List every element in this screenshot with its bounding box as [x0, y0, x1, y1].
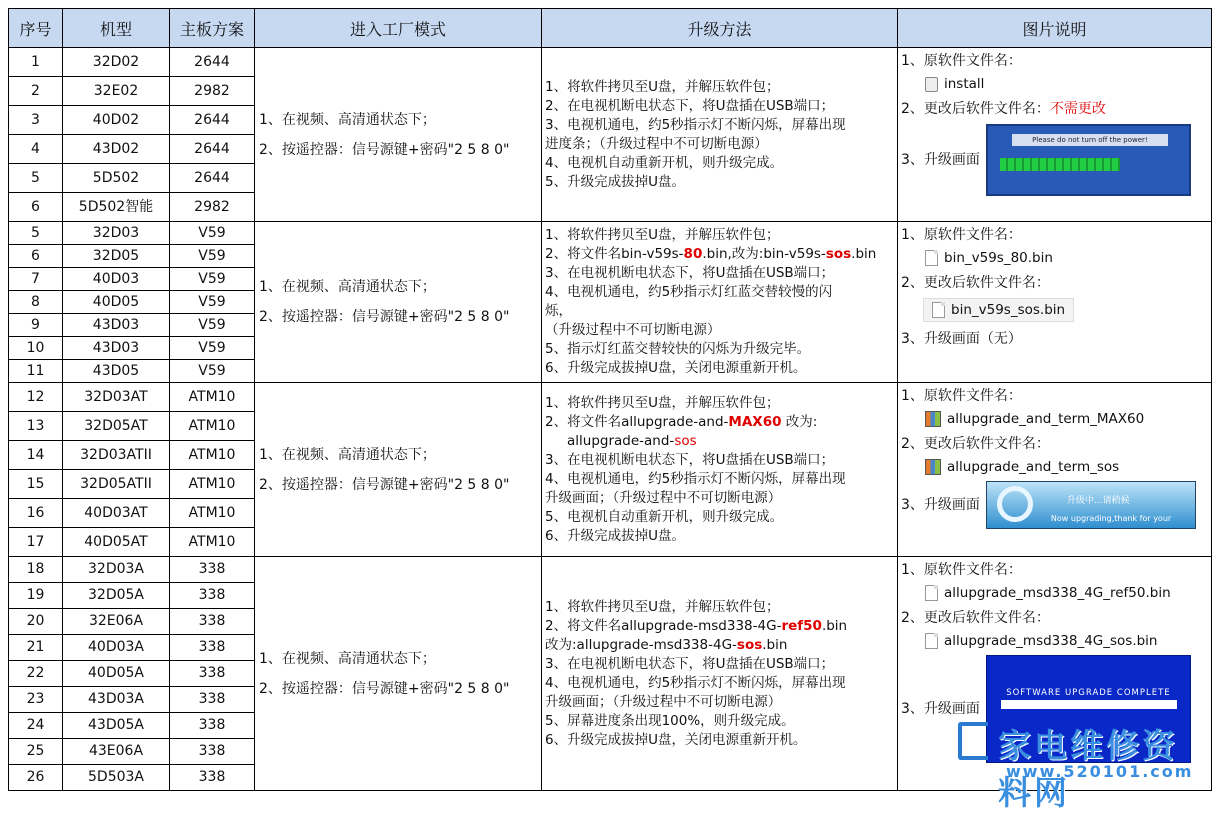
archive-icon [925, 411, 941, 427]
factory-mode-step-1: 1、在视频、高清通状态下； [259, 650, 436, 667]
method-step [545, 636, 897, 655]
cell-board: 338 [170, 661, 255, 687]
cell-board: ATM10 [170, 470, 255, 499]
cell-board: 2644 [170, 106, 255, 135]
file-entry [925, 633, 1157, 649]
cell-no: 5 [9, 222, 63, 245]
cell-board: 338 [170, 635, 255, 661]
cell-model: 32D05A [63, 583, 170, 609]
cell-no: 18 [9, 557, 63, 583]
cell-board: 338 [170, 739, 255, 765]
cell-no: 3 [9, 106, 63, 135]
new-suffix: sos [736, 636, 763, 653]
cell-model: 32D05ATII [63, 470, 170, 499]
file-name: allupgrade_and_term_sos [947, 459, 1120, 475]
cell-board: 2644 [170, 164, 255, 193]
cell-no: 10 [9, 337, 63, 360]
new-suffix: sos [674, 432, 697, 449]
cell-model: 43D03 [63, 314, 170, 337]
cell-model: 32D05 [63, 245, 170, 268]
file-name: allupgrade_and_term_MAX60 [947, 411, 1145, 427]
cell-board: 338 [170, 687, 255, 713]
header-picture: 图片说明 [898, 9, 1212, 48]
cell-board: V59 [170, 314, 255, 337]
method-step: 5、指示灯红蓝交替较快的闪烁为升级完毕。 [545, 341, 811, 357]
method-step: 4、电视机自动重新开机，则升级完成。 [545, 154, 784, 171]
method-step: 5、升级完成拔掉U盘。 [545, 173, 685, 190]
method-step: 进度条；（升级过程中不可切断电源） [545, 135, 768, 152]
method-text: .bin,改为:bin-v59s- [702, 246, 826, 262]
cell-no: 24 [9, 713, 63, 739]
cell-board: 2644 [170, 135, 255, 164]
cell-no: 9 [9, 314, 63, 337]
watermark-title: 家电维修资料网 [998, 726, 1178, 812]
cell-model: 32D03 [63, 222, 170, 245]
cell-no: 1 [9, 48, 63, 77]
new-filename-text: 2、更改后软件文件名： [901, 101, 1050, 117]
cell-model: 5D502 [63, 164, 170, 193]
factory-mode-cell [255, 383, 542, 557]
method-step: 1、将软件拷贝至U盘，并解压软件包； [545, 227, 780, 243]
spinner-icon [997, 486, 1033, 522]
method-step [545, 432, 897, 451]
screen-progress-bar [1001, 700, 1177, 709]
cell-model: 40D05AT [63, 528, 170, 557]
cell-no: 4 [9, 135, 63, 164]
method-step: 烁， [545, 303, 572, 319]
factory-mode-step-1: 1、在视频、高清通状态下； [259, 111, 436, 128]
method-step [545, 413, 897, 432]
method-text: 2、将文件名allupgrade-msd338-4G- [545, 617, 782, 634]
table-row [9, 48, 1212, 77]
cell-board: 338 [170, 609, 255, 635]
method-step [545, 245, 897, 264]
upgrade-screen-image [986, 655, 1191, 763]
method-step: 4、电视机通电，约5秒指示灯不断闪烁，屏幕出现 [545, 674, 846, 691]
upgrade-screen-row [901, 124, 1211, 196]
cell-board: 2644 [170, 48, 255, 77]
method-cell [542, 383, 898, 557]
no-change-note: 不需更改 [1049, 101, 1106, 117]
original-filename-label: 1、原软件文件名： [901, 562, 1022, 578]
file-entry [925, 411, 1144, 427]
cell-no: 2 [9, 77, 63, 106]
picture-cell [898, 383, 1212, 557]
upgrade-screen-label: 3、升级画面 [901, 152, 980, 168]
cell-no: 25 [9, 739, 63, 765]
cell-board: 338 [170, 713, 255, 739]
picture-cell [898, 557, 1212, 791]
cell-model: 32D03AT [63, 383, 170, 412]
method-step: 1、将软件拷贝至U盘，并解压软件包； [545, 78, 780, 95]
cell-no: 16 [9, 499, 63, 528]
cell-board: V59 [170, 291, 255, 314]
cell-model: 32E06A [63, 609, 170, 635]
table-row [9, 222, 1212, 245]
file-name: allupgrade_msd338_4G_ref50.bin [944, 585, 1171, 601]
factory-mode-cell [255, 222, 542, 383]
cell-board: V59 [170, 360, 255, 383]
method-step: 1、将软件拷贝至U盘，并解压软件包； [545, 394, 780, 411]
method-step: 升级画面；（升级过程中不可切断电源） [545, 489, 782, 506]
file-icon [925, 250, 938, 266]
cell-board: V59 [170, 245, 255, 268]
factory-mode-step-1: 1、在视频、高清通状态下； [259, 279, 436, 295]
screen-message: Please do not turn off the power! [1012, 134, 1168, 146]
file-icon [925, 633, 938, 649]
factory-mode-step-2: 2、按遥控器：信号源键+密码"2 5 8 0" [259, 309, 510, 325]
cell-model: 40D02 [63, 106, 170, 135]
method-text: .bin [851, 246, 877, 262]
cell-no: 7 [9, 268, 63, 291]
method-step: 1、将软件拷贝至U盘，并解压软件包； [545, 598, 780, 615]
method-cell [542, 48, 898, 222]
cell-model: 5D503A [63, 765, 170, 791]
cell-board: 338 [170, 557, 255, 583]
method-text: 2、将文件名allupgrade-and- [545, 413, 729, 430]
cell-model: 43D03 [63, 337, 170, 360]
cell-model: 5D502智能 [63, 193, 170, 222]
cell-model: 32D05AT [63, 412, 170, 441]
cell-no: 11 [9, 360, 63, 383]
cell-model: 43D02 [63, 135, 170, 164]
method-step [545, 617, 897, 636]
header-row [9, 9, 1212, 48]
cell-board: V59 [170, 268, 255, 291]
file-entry [925, 459, 1119, 475]
cell-model: 32D03A [63, 557, 170, 583]
cell-model: 40D05A [63, 661, 170, 687]
method-cell [542, 557, 898, 791]
original-filename-label: 1、原软件文件名： [901, 388, 1022, 404]
method-step: 5、屏幕进度条出现100%，则升级完成。 [545, 712, 795, 729]
archive-icon [925, 459, 941, 475]
file-icon [925, 585, 938, 601]
old-suffix: ref50 [781, 617, 822, 634]
cell-no: 19 [9, 583, 63, 609]
table-row [9, 557, 1212, 583]
old-suffix: 80 [683, 246, 703, 262]
file-name: bin_v59s_80.bin [944, 250, 1053, 266]
cell-board: V59 [170, 337, 255, 360]
cell-model: 43D05A [63, 713, 170, 739]
cell-no: 8 [9, 291, 63, 314]
method-step: 升级画面；（升级过程中不可切断电源） [545, 693, 782, 710]
header-board: 主板方案 [170, 9, 255, 48]
method-step: 3、电视机通电，约5秒指示灯不断闪烁，屏幕出现 [545, 116, 846, 133]
watermark-url: www.520101.com [1006, 762, 1194, 781]
cell-board: ATM10 [170, 412, 255, 441]
screen-title: SOFTWARE UPGRADE COMPLETE [1006, 688, 1171, 698]
cell-board: ATM10 [170, 499, 255, 528]
file-entry [923, 298, 1074, 322]
cell-no: 22 [9, 661, 63, 687]
method-step: 6、升级完成拔掉U盘，关闭电源重新开机。 [545, 731, 807, 748]
cell-board: ATM10 [170, 528, 255, 557]
cell-board: 338 [170, 765, 255, 791]
method-step: 4、电视机通电，约5秒指示灯红蓝交替较慢的闪 [545, 284, 833, 300]
header-factory-mode: 进入工厂模式 [255, 9, 542, 48]
screen-progress-bar [1000, 158, 1120, 171]
method-text: 改为: [781, 413, 818, 430]
header-method: 升级方法 [542, 9, 898, 48]
file-name: bin_v59s_sos.bin [951, 302, 1066, 318]
method-step: 3、在电视机断电状态下，将U盘插在USB端口； [545, 655, 835, 672]
cell-no: 17 [9, 528, 63, 557]
file-name: install [944, 76, 985, 92]
cell-no: 12 [9, 383, 63, 412]
factory-mode-step-2: 2、按遥控器：信号源键+密码"2 5 8 0" [259, 141, 510, 158]
method-text: .bin [821, 617, 848, 634]
method-cell [542, 222, 898, 383]
old-suffix: MAX60 [728, 413, 782, 430]
cell-model: 43E06A [63, 739, 170, 765]
method-step: 5、电视机自动重新开机，则升级完成。 [545, 508, 784, 525]
cell-no: 15 [9, 470, 63, 499]
upgrade-screen-label: 3、升级画面（无） [901, 331, 1022, 347]
cell-no: 23 [9, 687, 63, 713]
cell-model: 40D03A [63, 635, 170, 661]
cell-board: 2982 [170, 77, 255, 106]
cell-board: V59 [170, 222, 255, 245]
cell-no: 6 [9, 245, 63, 268]
table-row [9, 383, 1212, 412]
cell-model: 40D05 [63, 291, 170, 314]
new-filename-label: 2、更改后软件文件名： [901, 436, 1050, 452]
picture-cell [898, 48, 1212, 222]
cell-model: 32D03ATII [63, 441, 170, 470]
new-filename-label [901, 98, 1211, 120]
cell-model: 40D03AT [63, 499, 170, 528]
upgrade-screen-row [901, 481, 1211, 545]
method-step: 3、在电视机断电状态下，将U盘插在USB端口； [545, 451, 835, 468]
upgrade-screen-label: 3、升级画面 [901, 497, 980, 513]
new-filename-label: 2、更改后软件文件名： [901, 610, 1050, 626]
cell-board: 2982 [170, 193, 255, 222]
upgrade-screen-row [901, 655, 1211, 763]
new-suffix: sos [825, 246, 852, 262]
cell-model: 32D02 [63, 48, 170, 77]
cell-model: 40D03 [63, 268, 170, 291]
cell-no: 26 [9, 765, 63, 791]
method-step: 3、在电视机断电状态下，将U盘插在USB端口； [545, 265, 835, 281]
cell-model: 43D05 [63, 360, 170, 383]
method-text: .bin [762, 636, 788, 653]
method-text: 2、将文件名bin-v59s- [545, 246, 684, 262]
file-entry [925, 76, 984, 92]
method-step: （升级过程中不可切断电源） [545, 322, 721, 338]
header-no: 序号 [9, 9, 63, 48]
upgrade-table-sheet [8, 8, 1211, 792]
cell-no: 21 [9, 635, 63, 661]
factory-mode-cell [255, 557, 542, 791]
original-filename-label: 1、原软件文件名： [901, 53, 1022, 69]
file-icon [932, 302, 945, 318]
cell-model: 43D03A [63, 687, 170, 713]
cell-model: 32E02 [63, 77, 170, 106]
method-step: 6、升级完成拔掉U盘。 [545, 527, 685, 544]
file-name: allupgrade_msd338_4G_sos.bin [944, 633, 1158, 649]
cell-no: 14 [9, 441, 63, 470]
screen-subtitle: Now upgrading,thank for your waiting [1050, 514, 1172, 545]
installer-icon [925, 77, 938, 92]
cell-no: 6 [9, 193, 63, 222]
upgrade-screen-label: 3、升级画面 [901, 701, 980, 717]
method-text: allupgrade-and- [567, 432, 675, 449]
file-entry [925, 585, 1171, 601]
factory-mode-step-1: 1、在视频、高清通状态下； [259, 446, 436, 463]
upgrade-screen-image [986, 124, 1191, 196]
cell-board: 338 [170, 583, 255, 609]
header-model: 机型 [63, 9, 170, 48]
screen-title: 升级中...请稍候 [1066, 496, 1130, 506]
cell-no: 5 [9, 164, 63, 193]
new-filename-label: 2、更改后软件文件名： [901, 275, 1050, 291]
picture-cell [898, 222, 1212, 383]
factory-mode-cell [255, 48, 542, 222]
cell-no: 13 [9, 412, 63, 441]
upgrade-screen-image [986, 481, 1196, 545]
cell-no: 20 [9, 609, 63, 635]
method-step: 6、升级完成拔掉U盘，关闭电源重新开机。 [545, 360, 807, 376]
original-filename-label: 1、原软件文件名： [901, 227, 1022, 243]
factory-mode-step-2: 2、按遥控器：信号源键+密码"2 5 8 0" [259, 680, 510, 697]
upgrade-table [8, 8, 1212, 791]
method-text: 改为:allupgrade-msd338-4G- [545, 636, 737, 653]
file-entry [925, 250, 1053, 266]
method-step: 2、在电视机断电状态下，将U盘插在USB端口； [545, 97, 835, 114]
cell-board: ATM10 [170, 441, 255, 470]
method-step: 4、电视机通电，约5秒指示灯不断闪烁，屏幕出现 [545, 470, 846, 487]
factory-mode-step-2: 2、按遥控器：信号源键+密码"2 5 8 0" [259, 476, 510, 493]
cell-board: ATM10 [170, 383, 255, 412]
